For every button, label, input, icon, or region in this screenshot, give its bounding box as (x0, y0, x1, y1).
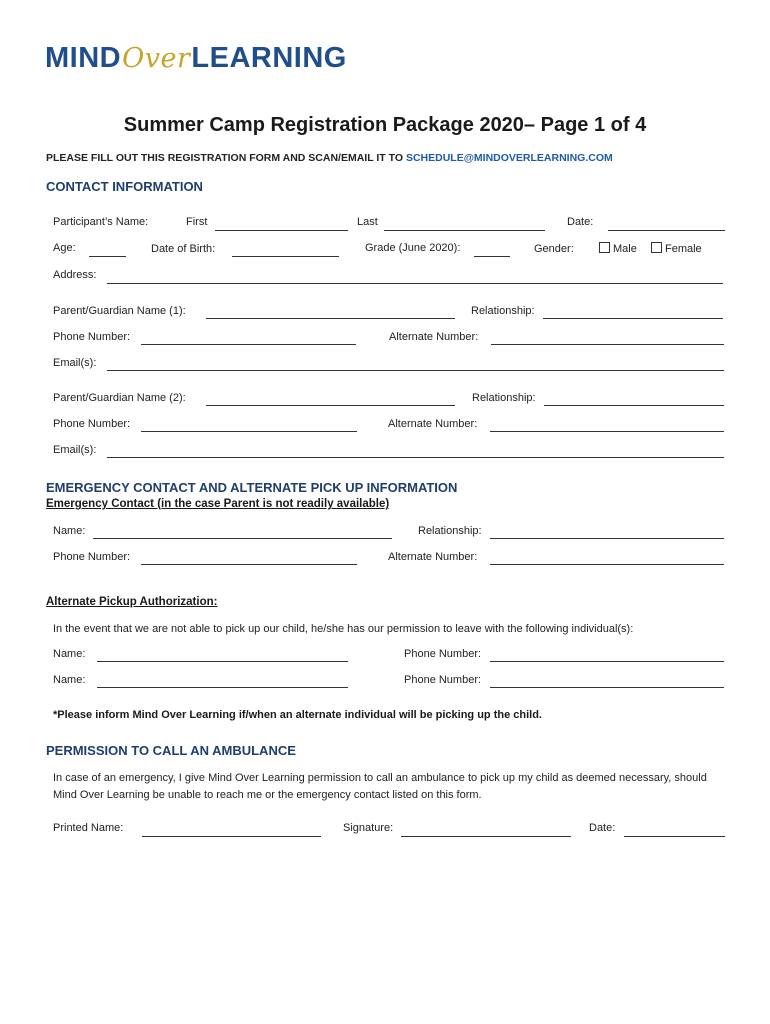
male-checkbox[interactable] (599, 242, 610, 253)
date-label: Date: (567, 216, 594, 228)
instructions (46, 152, 613, 164)
emergency-heading: EMERGENCY CONTACT AND ALTERNATE PICK UP INFORMATION (46, 480, 458, 495)
first-name-field[interactable] (215, 230, 348, 231)
emergency-relationship-label: Relationship: (418, 525, 482, 537)
grade-label: Grade (June 2020): (365, 242, 461, 254)
guardian1-relationship-label: Relationship: (471, 305, 535, 317)
female-checkbox[interactable] (651, 242, 662, 253)
guardian1-relationship-field[interactable] (543, 318, 723, 319)
logo-mind: MIND (45, 42, 122, 74)
age-label: Age: (53, 242, 76, 254)
dob-label: Date of Birth: (151, 243, 216, 255)
dob-field[interactable] (232, 256, 339, 257)
printed-name-label: Printed Name: (53, 822, 124, 834)
guardian2-email-field[interactable] (107, 457, 724, 458)
pickup1-name-field[interactable] (97, 661, 348, 662)
guardian1-alternate-field[interactable] (491, 344, 724, 345)
ambulance-heading: PERMISSION TO CALL AN AMBULANCE (46, 743, 296, 758)
guardian1-alternate-label: Alternate Number: (389, 331, 479, 343)
pickup-heading: Alternate Pickup Authorization: (46, 596, 218, 608)
pickup-intro: In the event that we are not able to pick up our child, he/she has our permission to leave with the following individual(s): (53, 623, 634, 635)
pickup2-name-label: Name: (53, 674, 86, 686)
guardian1-phone-field[interactable] (141, 344, 356, 345)
participant-name-label: Participant’s Name: (53, 216, 149, 228)
emergency-phone-label: Phone Number: (53, 551, 131, 563)
guardian1-phone-label: Phone Number: (53, 331, 131, 343)
last-name-label: Last (357, 216, 378, 228)
page-title: Summer Camp Registration Package 2020– Page 1 of 4 (123, 114, 647, 136)
guardian2-phone-label: Phone Number: (53, 418, 131, 430)
ambulance-text: In case of an emergency, I give Mind Over Learning permission to call an ambulance to pick up my child as deemed necessary, should Mind Over Learning be unable to reach me or the emergency contact listed on this form. (53, 772, 707, 801)
guardian1-label: Parent/Guardian Name (1): (53, 305, 186, 317)
emergency-relationship-field[interactable] (490, 538, 724, 539)
female-label: Female (665, 243, 702, 255)
guardian2-phone-field[interactable] (141, 431, 357, 432)
emergency-name-label: Name: (53, 525, 86, 537)
guardian1-email-label: Email(s): (53, 357, 97, 369)
guardian2-relationship-label: Relationship: (472, 392, 536, 404)
date-field[interactable] (608, 230, 725, 231)
gender-male-option[interactable] (599, 242, 637, 255)
ambulance-date-field[interactable] (624, 836, 725, 837)
address-label: Address: (53, 269, 97, 281)
pickup2-name-field[interactable] (97, 687, 348, 688)
signature-field[interactable] (401, 836, 571, 837)
emergency-alternate-field[interactable] (490, 564, 724, 565)
pickup2-phone-label: Phone Number: (404, 674, 482, 686)
guardian2-label: Parent/Guardian Name (2): (53, 392, 186, 404)
guardian2-relationship-field[interactable] (544, 405, 724, 406)
guardian2-name-field[interactable] (206, 405, 455, 406)
email-link[interactable]: SCHEDULE@MINDOVERLEARNING.COM (405, 152, 613, 164)
guardian2-email-label: Email(s): (53, 444, 97, 456)
pickup1-phone-label: Phone Number: (404, 648, 482, 660)
company-logo (45, 42, 347, 75)
printed-name-field[interactable] (142, 836, 321, 837)
logo-learning: LEARNING (191, 42, 347, 74)
guardian2-alternate-field[interactable] (490, 431, 724, 432)
guardian1-email-field[interactable] (107, 370, 724, 371)
emergency-subheading: Emergency Contact (in the case Parent is not readily available) (46, 498, 390, 510)
contact-heading: CONTACT INFORMATION (46, 179, 203, 194)
guardian2-alternate-label: Alternate Number: (388, 418, 478, 430)
logo-over: Over (122, 43, 191, 74)
pickup2-phone-field[interactable] (490, 687, 724, 688)
gender-label: Gender: (534, 243, 574, 255)
pickup-note: *Please inform Mind Over Learning if/when an alternate individual will be picking up the child. (53, 709, 542, 721)
pickup1-name-label: Name: (53, 648, 86, 660)
emergency-name-field[interactable] (93, 538, 392, 539)
gender-female-option[interactable] (651, 242, 702, 255)
male-label: Male (613, 243, 637, 255)
address-field[interactable] (107, 283, 723, 284)
signature-label: Signature: (343, 822, 394, 834)
emergency-phone-field[interactable] (141, 564, 357, 565)
instructions-text: PLEASE FILL OUT THIS REGISTRATION FORM AND SCAN/EMAIL IT TO (46, 152, 406, 164)
emergency-alternate-label: Alternate Number: (388, 551, 478, 563)
age-field[interactable] (89, 256, 126, 257)
first-name-label: First (186, 216, 208, 228)
grade-field[interactable] (474, 256, 510, 257)
ambulance-date-label: Date: (589, 822, 616, 834)
pickup1-phone-field[interactable] (490, 661, 724, 662)
guardian1-name-field[interactable] (206, 318, 455, 319)
last-name-field[interactable] (384, 230, 545, 231)
